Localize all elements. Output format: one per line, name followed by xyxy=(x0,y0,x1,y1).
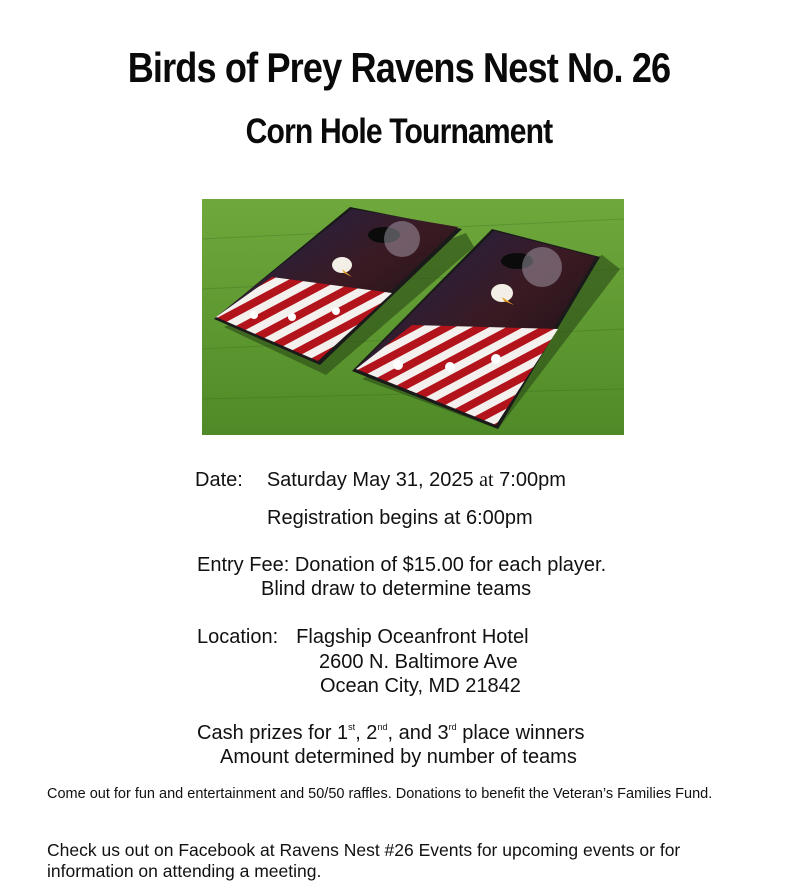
flyer-title: Birds of Prey Ravens Nest No. 26 xyxy=(127,44,671,91)
location-label: Location: xyxy=(197,626,279,648)
prizes-text-3: , and 3 xyxy=(387,722,449,744)
location-city: Ocean City, MD 21842 xyxy=(320,675,521,697)
blind-draw: Blind draw to determine teams xyxy=(261,578,532,600)
event-date xyxy=(195,468,566,492)
registration-time: Registration begins at 6:00pm xyxy=(267,507,533,529)
cornhole-boards-image xyxy=(202,199,624,435)
prizes-text-1: Cash prizes for 1 xyxy=(197,722,349,744)
location-name: Flagship Oceanfront Hotel xyxy=(296,626,529,648)
location-street: 2600 N. Baltimore Ave xyxy=(319,651,518,673)
date-at: at xyxy=(479,469,494,491)
date-time: 7:00pm xyxy=(499,469,566,491)
facebook-note: Check us out on Facebook at Ravens Nest #26 Events for upcoming events or for information on attending a meeting. xyxy=(47,840,681,881)
prizes-text-2: , 2 xyxy=(355,722,378,744)
cash-prizes xyxy=(197,721,584,745)
date-value: Saturday May 31, 2025 xyxy=(266,469,474,491)
prizes-sup-2: nd xyxy=(377,722,388,732)
flyer-subtitle: Corn Hole Tournament xyxy=(245,112,553,151)
prizes-text-4: place winners xyxy=(456,722,585,744)
fun-note: Come out for fun and entertainment and 50/50 raffles. Donations to benefit the Veteran’s Families Fund. xyxy=(47,786,713,802)
entry-fee: Entry Fee: Donation of $15.00 for each player. xyxy=(197,554,607,576)
date-label: Date: xyxy=(195,469,243,491)
prizes-sup-3: rd xyxy=(448,722,457,732)
prizes-sup-1: st xyxy=(348,722,356,732)
location-line xyxy=(197,625,529,649)
prize-amount-note: Amount determined by number of teams xyxy=(220,746,577,768)
